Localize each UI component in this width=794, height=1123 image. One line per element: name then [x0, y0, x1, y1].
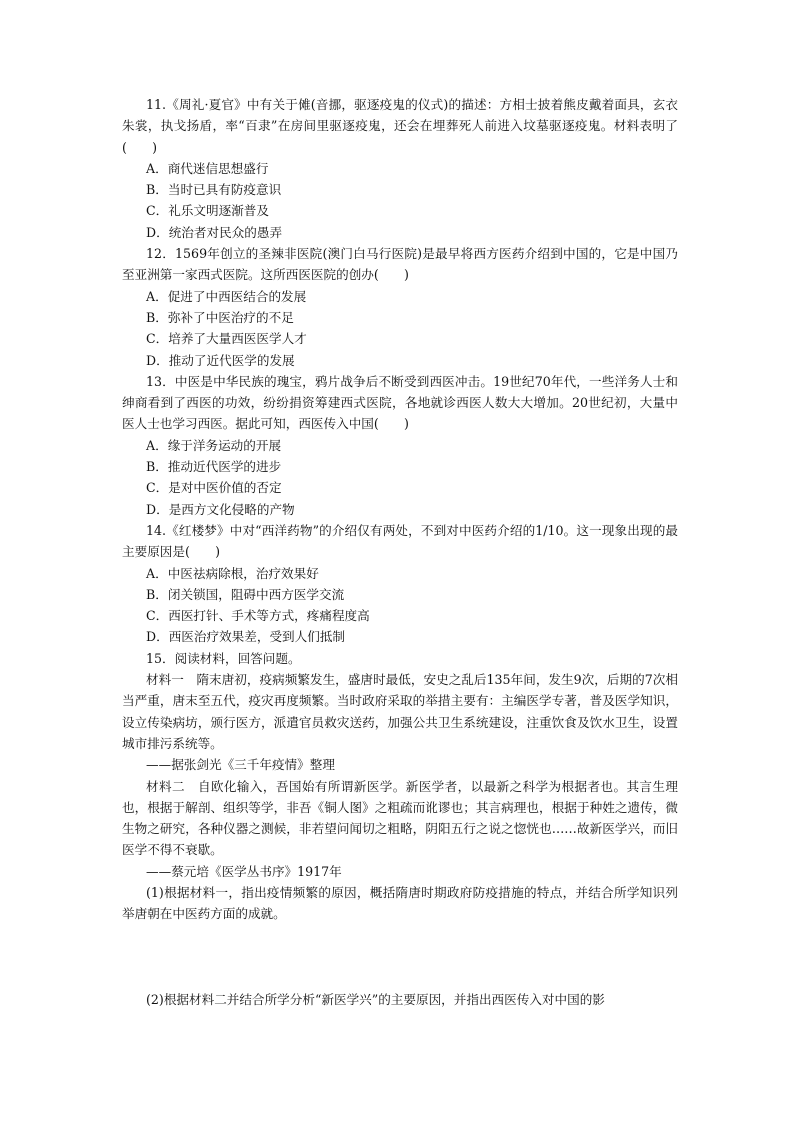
- option-b: B．当时已具有防疫意识: [146, 182, 282, 198]
- option-b: B．弥补了中医治疗的不足: [146, 309, 294, 325]
- sub-question-2: (2)根据材料二并结合所学分析“新医学兴”的主要原因，并指出西医传入对中国的影: [146, 991, 605, 1007]
- option-a: A．缘于洋务运动的开展: [146, 437, 282, 453]
- material-two-source: ——蔡元培《医学丛书序》1917年: [146, 863, 342, 879]
- option-c: C．是对中医价值的否定: [146, 480, 282, 496]
- option-b: B．推动近代医学的进步: [146, 459, 282, 475]
- material-two: 材料二 自欧化输入，吾国始有所谓新医学。新医学者，以最新之科学为根据者也。其言生理也，根据于解剖、组织等学，非吾《铜人图》之粗疏而讹谬也；其言病理也，根据于种姓之遗传，微生物之研究，各种仪器之测候，非若望问闻切之粗略，阴阳五行之说之惚恍也……故新医学兴，而旧医学不得不衰歇。: [122, 778, 678, 858]
- option-b: B．闭关锁国，阻碍中西方医学交流: [146, 586, 345, 602]
- question-11: [122, 94, 678, 243]
- material-one: 材料一 隋末唐初，疫病频繁发生，盛唐时最低，安史之乱后135年间，发生9次，后期的7次相当严重，唐末至五代，疫灾再度频繁。当时政府采取的举措主要有：主编医学专著，普及医学知识，设立传染病坊，颁行医方，派遣官员救灾送药，加强公共卫生系统建设，注重饮食及饮水卫生，设置城市排污系统等。: [122, 672, 678, 751]
- question-12: [122, 243, 678, 371]
- option-a: A．促进了中西医结合的发展: [146, 288, 307, 304]
- question-13: [122, 371, 678, 520]
- question-stem: 12．1569年创立的圣辣非医院(澳门白马行医院)是最早将西方医药介绍到中国的，它是中国乃至亚洲第一家西式医院。这所西医医院的创办( ): [122, 246, 678, 283]
- option-c: C．培养了大量西医医学人才: [146, 331, 307, 347]
- question-15: [122, 648, 678, 1010]
- sub-question-1: (1)根据材料一，指出疫情频繁的原因，概括隋唐时期政府防疫措施的特点，并结合所学知识列举唐朝在中医药方面的成就。: [122, 884, 678, 922]
- option-a: A．中医祛病除根，治疗效果好: [146, 565, 319, 581]
- question-stem: 11.《周礼·夏官》中有关于傩(音挪，驱逐疫鬼的仪式)的描述：方相士披着熊皮戴着面具，玄衣朱裳，执戈扬盾，率“百隶”在房间里驱逐疫鬼，还会在埋葬死人前进入坟墓驱逐疫鬼。材料表明了( ): [122, 97, 678, 155]
- option-c: C．礼乐文明逐渐普及: [146, 203, 269, 219]
- material-one-source: ——据张剑光《三千年疫情》整理: [146, 757, 335, 773]
- option-d: D．推动了近代医学的发展: [146, 352, 295, 368]
- question-stem: 14.《红楼梦》中对“西洋药物”的介绍仅有两处，不到对中医药介绍的1/10。这一现象出现的最主要原因是( ): [122, 522, 678, 560]
- option-a: A．商代迷信思想盛行: [146, 160, 269, 176]
- answer-space: [122, 925, 678, 989]
- question-14: [122, 520, 678, 648]
- option-d: D．统治者对民众的愚弄: [146, 224, 283, 240]
- option-c: C．西医打针、手术等方式，疼痛程度高: [146, 608, 370, 624]
- option-d: D．是西方文化侵略的产物: [146, 501, 295, 517]
- option-d: D．西医治疗效果差，受到人们抵制: [146, 629, 346, 645]
- question-stem: 13．中医是中华民族的瑰宝，鸦片战争后不断受到西医冲击。19世纪70年代，一些洋务人士和绅商看到了西医的功效，纷纷捐资筹建西式医院，各地就诊西医人数大大增加。20世纪初，大量中医人士也学习西医。据此可知，西医传入中国( ): [122, 373, 678, 432]
- question-stem: 15．阅读材料，回答问题。: [146, 650, 301, 666]
- exam-content: [122, 94, 678, 1010]
